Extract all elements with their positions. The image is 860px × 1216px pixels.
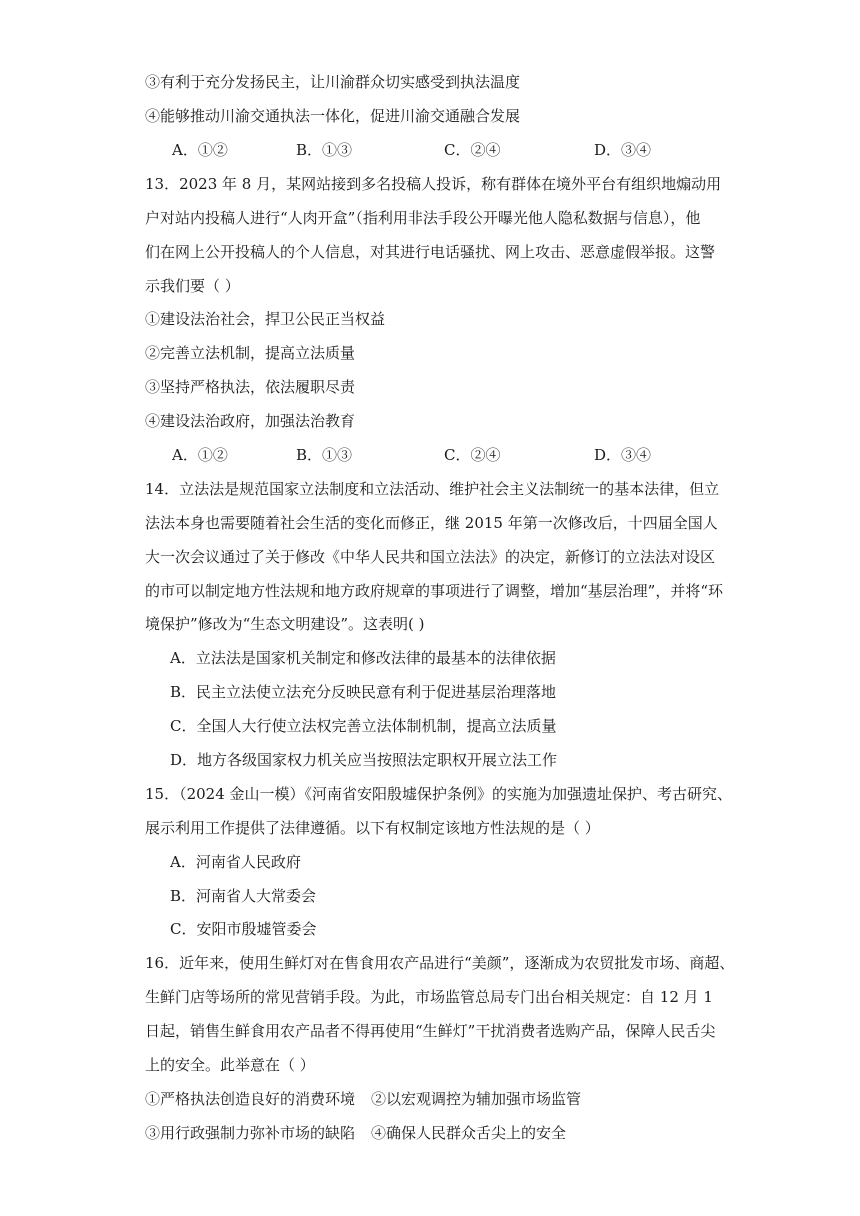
q12-item-4: ④能够推动川渝交通执法一体化，促进川渝交通融合发展 bbox=[145, 107, 521, 125]
q12-choices bbox=[172, 140, 692, 160]
q15-option-a[interactable]: A．河南省人民政府 bbox=[170, 853, 301, 871]
q13-choice-b[interactable]: B．①③ bbox=[296, 446, 353, 464]
q16-items-row-2 bbox=[145, 1123, 582, 1143]
q16-stem-line-1: 16．近年来，使用生鲜灯对在售食用农产品进行“美颜”，逐渐成为农贸批发市场、商超、 bbox=[145, 954, 735, 972]
q14-stem-line-3: 大一次会议通过了关于修改《中华人民共和国立法法》的决定，新修订的立法法对设区 bbox=[145, 548, 716, 566]
q14-option-d[interactable]: D．地方各级国家权力机关应当按照法定职权开展立法工作 bbox=[170, 751, 558, 769]
q16-item-4: ④确保人民群众舌尖上的安全 bbox=[371, 1124, 567, 1142]
q13-choice-c[interactable]: C．②④ bbox=[444, 446, 501, 464]
q15-stem-line-2: 展示利用工作提供了法律遵循。以下有权制定该地方性法规的是（ ） bbox=[145, 819, 600, 837]
q16-items-row-1 bbox=[145, 1089, 597, 1109]
q14-option-b[interactable]: B．民主立法使立法充分反映民意有利于促进基层治理落地 bbox=[170, 683, 557, 701]
q13-choices bbox=[172, 445, 692, 465]
q13-choice-d[interactable]: D．③④ bbox=[594, 446, 652, 464]
q13-item-2: ②完善立法机制，提高立法质量 bbox=[145, 344, 356, 362]
q14-stem-line-4: 的市可以制定地方性法规和地方政府规章的事项进行了调整，增加“基层治理”，并将“环 bbox=[145, 582, 724, 600]
q12-choice-a[interactable]: A．①② bbox=[172, 141, 228, 159]
q14-option-c[interactable]: C．全国人大行使立法权完善立法体制机制，提高立法质量 bbox=[170, 717, 557, 735]
q15-option-c[interactable]: C．安阳市殷墟管委会 bbox=[170, 920, 317, 938]
q16-stem-line-3: 日起，销售生鲜食用农产品者不得再使用“生鲜灯”干扰消费者选购产品，保障人民舌尖 bbox=[145, 1022, 716, 1040]
q13-stem-line-4: 示我们要（ ） bbox=[145, 277, 240, 295]
q12-choice-d[interactable]: D．③④ bbox=[594, 141, 652, 159]
q15-option-b[interactable]: B．河南省人大常委会 bbox=[170, 887, 317, 905]
q15-stem-line-1: 15．（2024 金山一模）《河南省安阳殷墟保护条例》的实施为加强遗址保护、考古研究、 bbox=[145, 785, 733, 803]
q14-stem-line-1: 14．立法法是规范国家立法制度和立法活动、维护社会主义法制统一的基本法律，但立 bbox=[145, 480, 720, 498]
q14-option-a[interactable]: A．立法法是国家机关制定和修改法律的最基本的法律依据 bbox=[170, 649, 556, 667]
q12-choice-b[interactable]: B．①③ bbox=[296, 141, 353, 159]
q13-stem-line-1: 13．2023 年 8 月，某网站接到多名投稿人投诉，称有群体在境外平台有组织地煽动用 bbox=[145, 175, 722, 193]
q13-stem-line-3: 们在网上公开投稿人的个人信息，对其进行电话骚扰、网上攻击、恶意虚假举报。这警 bbox=[145, 243, 716, 261]
q13-choice-a[interactable]: A．①② bbox=[172, 446, 228, 464]
q14-stem-line-2: 法法本身也需要随着社会生活的变化而修正，继 2015 年第一次修改后，十四届全国人 bbox=[145, 514, 718, 532]
q13-item-1: ①建设法治社会，捍卫公民正当权益 bbox=[145, 310, 386, 328]
q12-item-3: ③有利于充分发扬民主，让川渝群众切实感受到执法温度 bbox=[145, 73, 521, 91]
q16-stem-line-2: 生鲜门店等场所的常见营销手段。为此，市场监管总局专门出台相关规定：自 12 月 1 bbox=[145, 988, 713, 1006]
q13-item-4: ④建设法治政府，加强法治教育 bbox=[145, 412, 356, 430]
q13-stem-line-2: 户对站内投稿人进行“人肉开盒”（指利用非法手段公开曝光他人隐私数据与信息），他 bbox=[145, 209, 701, 227]
q16-stem-line-4: 上的安全。此举意在（ ） bbox=[145, 1056, 315, 1074]
q14-stem-line-5: 境保护”修改为“生态文明建设”。这表明( ) bbox=[145, 615, 425, 633]
q16-item-1: ①严格执法创造良好的消费环境 bbox=[145, 1090, 356, 1108]
q12-choice-c[interactable]: C．②④ bbox=[444, 141, 501, 159]
q13-item-3: ③坚持严格执法，依法履职尽责 bbox=[145, 378, 356, 396]
q16-item-2: ②以宏观调控为辅加强市场监管 bbox=[371, 1090, 582, 1108]
q16-item-3: ③用行政强制力弥补市场的缺陷 bbox=[145, 1124, 356, 1142]
